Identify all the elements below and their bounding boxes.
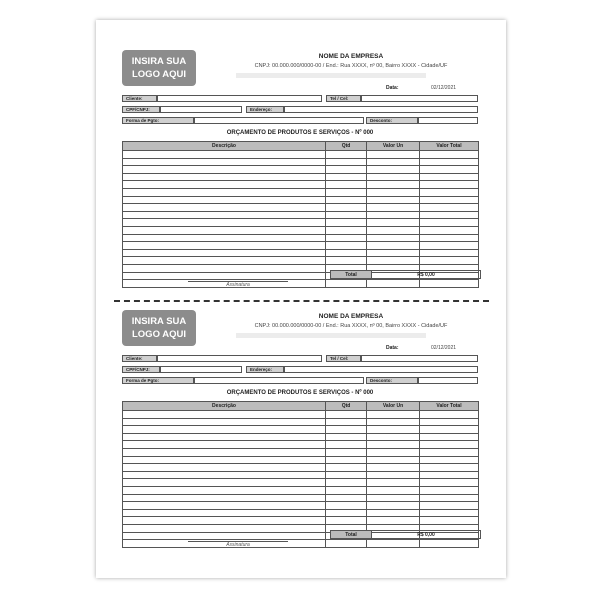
table-cell[interactable] [367,433,420,441]
table-cell[interactable] [420,502,479,510]
table-row [123,234,479,242]
table-row [123,166,479,174]
table-row [123,517,479,525]
table-cell[interactable] [367,166,420,174]
table-cell[interactable] [420,188,479,196]
table-cell[interactable] [420,158,479,166]
pagamento-label: Forma de Pgto: [122,117,194,124]
table-cell[interactable] [367,517,420,525]
table-cell[interactable] [367,456,420,464]
date-label: Data: [386,345,399,351]
table-body [123,151,479,288]
table-cell[interactable] [123,219,326,227]
table-cell[interactable] [123,257,326,265]
table-cell[interactable] [367,249,420,257]
total-label: Total [331,271,372,278]
table-cell[interactable] [367,173,420,181]
table-cell[interactable] [123,151,326,159]
table-cell[interactable] [326,211,367,219]
cliente-label: Cliente: [122,95,157,102]
table-cell[interactable] [123,196,326,204]
table-cell[interactable] [420,426,479,434]
table-row [123,448,479,456]
total-box [330,270,481,279]
table-cell[interactable] [420,173,479,181]
table-cell[interactable] [326,426,367,434]
table-cell[interactable] [123,188,326,196]
table-row [123,211,479,219]
table-cell[interactable] [367,196,420,204]
desconto-label: Desconto: [366,377,418,384]
table-cell[interactable] [123,448,326,456]
table-cell[interactable] [326,196,367,204]
table-cell[interactable] [326,242,367,250]
table-cell[interactable] [123,486,326,494]
tel-field[interactable] [361,355,478,362]
table-cell[interactable] [326,494,367,502]
company-name: NOME DA EMPRESA [318,53,384,60]
table-cell[interactable] [123,264,326,272]
table-cell[interactable] [326,226,367,234]
table-cell[interactable] [367,211,420,219]
table-cell[interactable] [123,426,326,434]
table-cell[interactable] [326,448,367,456]
table-cell[interactable] [326,249,367,257]
table-cell[interactable] [367,486,420,494]
logo-line-1: INSIRA SUA [131,56,187,67]
col-qtd: Qtd [326,142,367,151]
table-row [123,486,479,494]
table-cell[interactable] [326,158,367,166]
table-cell[interactable] [420,181,479,189]
table-cell[interactable] [123,226,326,234]
cliente-label: Cliente: [122,355,157,362]
table-cell[interactable] [123,509,326,517]
col-descricao: Descrição [123,142,326,151]
table-cell[interactable] [367,219,420,227]
table-cell[interactable] [420,211,479,219]
table-cell[interactable] [123,249,326,257]
table-cell[interactable] [420,509,479,517]
col-descricao: Descrição [123,402,326,411]
logo-line-2: LOGO AQUI [131,69,186,80]
table-cell[interactable] [420,418,479,426]
table-cell[interactable] [367,188,420,196]
logo-line-1: INSIRA SUA [131,316,187,327]
table-cell[interactable] [326,411,367,419]
table-row [123,441,479,449]
cliente-field[interactable] [157,95,322,102]
section-title: ORÇAMENTO DE PRODUTOS E SERVIÇOS - Nº 000 [226,390,374,396]
logo-placeholder [122,310,196,346]
table-cell[interactable] [367,479,420,487]
table-cell[interactable] [420,411,479,419]
table-cell[interactable] [326,151,367,159]
table-cell[interactable] [367,509,420,517]
items-table [122,401,479,548]
endereco-field[interactable] [284,366,478,373]
col-valor-total: Valor Total [420,402,479,411]
table-cell[interactable] [367,418,420,426]
table-row [123,494,479,502]
table-cell[interactable] [123,433,326,441]
table-cell[interactable] [326,219,367,227]
table-cell[interactable] [367,471,420,479]
table-row [123,242,479,250]
table-cell[interactable] [123,479,326,487]
section-title: ORÇAMENTO DE PRODUTOS E SERVIÇOS - Nº 000 [226,130,374,136]
table-cell[interactable] [420,166,479,174]
logo-placeholder [122,50,196,86]
table-cell[interactable] [123,441,326,449]
table-cell[interactable] [420,219,479,227]
table-cell[interactable] [367,426,420,434]
signature-label: Assinatura [226,282,250,288]
table-row [123,509,479,517]
tel-field[interactable] [361,95,478,102]
table-row [123,249,479,257]
table-cell[interactable] [326,517,367,525]
table-body [123,411,479,548]
table-row [123,196,479,204]
table-cell[interactable] [367,540,420,548]
blurred-line [236,333,426,338]
cliente-field[interactable] [157,355,322,362]
table-cell[interactable] [420,441,479,449]
table-cell[interactable] [420,234,479,242]
table-cell[interactable] [420,249,479,257]
table-cell[interactable] [420,151,479,159]
table-cell[interactable] [326,540,367,548]
table-cell[interactable] [420,204,479,212]
table-cell[interactable] [123,502,326,510]
table-cell[interactable] [326,188,367,196]
desconto-field[interactable] [418,377,478,384]
table-cell[interactable] [326,204,367,212]
table-cell[interactable] [326,257,367,265]
table-cell[interactable] [326,433,367,441]
table-cell[interactable] [123,173,326,181]
table-cell[interactable] [420,486,479,494]
table-row [123,158,479,166]
table-cell[interactable] [326,464,367,472]
table-cell[interactable] [420,464,479,472]
table-cell[interactable] [123,242,326,250]
budget-copy-bottom [96,280,506,550]
table-cell[interactable] [326,509,367,517]
table-cell[interactable] [420,494,479,502]
table-cell[interactable] [420,433,479,441]
table-row [123,426,479,434]
company-info: CNPJ: 00.000.000/0000-00 / End.: Rua XXXX, nº 00, Bairro XXXX - Cidade/UF [254,323,448,329]
table-cell[interactable] [123,418,326,426]
budget-copy-top [96,20,506,290]
endereco-field[interactable] [284,106,478,113]
total-box [330,530,481,539]
table-cell[interactable] [123,532,326,540]
total-label: Total [331,531,372,538]
table-row [123,151,479,159]
blurred-line [236,73,426,78]
table-cell[interactable] [367,151,420,159]
table-cell[interactable] [123,524,326,532]
date-value: 02/12/2021 [431,85,457,91]
table-cell[interactable] [123,456,326,464]
tel-label: Tel / Cel: [326,355,361,362]
table-cell[interactable] [326,486,367,494]
table-header-row [123,402,479,411]
table-row [123,502,479,510]
table-cell[interactable] [367,494,420,502]
table-cell[interactable] [367,158,420,166]
endereco-label: Endereço: [246,366,284,373]
table-cell[interactable] [420,226,479,234]
table-cell[interactable] [367,234,420,242]
table-cell[interactable] [123,158,326,166]
table-cell[interactable] [367,502,420,510]
table-cell[interactable] [367,226,420,234]
table-row [123,479,479,487]
table-row [123,411,479,419]
cpf-label: CPF/CNPJ: [122,366,160,373]
table-cell[interactable] [326,181,367,189]
table-cell[interactable] [420,479,479,487]
budget-sheet [96,20,506,578]
table-cell[interactable] [123,166,326,174]
signature-label: Assinatura [226,542,250,548]
pagamento-field[interactable] [194,117,364,124]
table-cell[interactable] [367,204,420,212]
table-cell[interactable] [367,464,420,472]
table-cell[interactable] [123,272,326,280]
table-cell[interactable] [367,181,420,189]
table-cell[interactable] [326,418,367,426]
cpf-field[interactable] [160,366,242,373]
date-value: 02/12/2021 [431,345,457,351]
table-header-row [123,142,479,151]
col-valor-un: Valor Un [367,142,420,151]
total-value: R$ 0,00 [417,532,435,538]
table-cell[interactable] [123,464,326,472]
table-cell[interactable] [123,204,326,212]
table-cell[interactable] [420,540,479,548]
pagamento-label: Forma de Pgto: [122,377,194,384]
table-cell[interactable] [326,173,367,181]
table-cell[interactable] [420,257,479,265]
table-row [123,257,479,265]
logo-line-2: LOGO AQUI [131,329,186,340]
table-row [123,433,479,441]
table-cell[interactable] [326,166,367,174]
table-cell[interactable] [123,517,326,525]
cpf-label: CPF/CNPJ: [122,106,160,113]
table-row [123,464,479,472]
table-row [123,226,479,234]
table-cell[interactable] [123,471,326,479]
table-cell[interactable] [420,196,479,204]
table-cell[interactable] [123,411,326,419]
col-valor-un: Valor Un [367,402,420,411]
table-cell[interactable] [367,441,420,449]
company-info: CNPJ: 00.000.000/0000-00 / End.: Rua XXXX, nº 00, Bairro XXXX - Cidade/UF [254,63,448,69]
table-row [123,173,479,181]
table-cell[interactable] [367,411,420,419]
table-row [123,181,479,189]
table-row [123,418,479,426]
desconto-label: Desconto: [366,117,418,124]
table-cell[interactable] [326,479,367,487]
pagamento-field[interactable] [194,377,364,384]
endereco-label: Endereço: [246,106,284,113]
table-cell[interactable] [420,456,479,464]
table-cell[interactable] [326,502,367,510]
table-cell[interactable] [326,471,367,479]
total-value: R$ 0,00 [417,272,435,278]
table-cell[interactable] [123,234,326,242]
table-cell[interactable] [420,471,479,479]
table-cell[interactable] [123,181,326,189]
date-label: Data: [386,85,399,91]
tel-label: Tel / Cel: [326,95,361,102]
table-cell[interactable] [367,257,420,265]
table-cell[interactable] [367,242,420,250]
col-qtd: Qtd [326,402,367,411]
table-row [123,219,479,227]
table-cell[interactable] [420,517,479,525]
table-row [123,204,479,212]
table-cell[interactable] [420,448,479,456]
desconto-field[interactable] [418,117,478,124]
table-cell[interactable] [367,448,420,456]
items-table [122,141,479,288]
table-cell[interactable] [326,441,367,449]
table-cell[interactable] [326,234,367,242]
table-row [123,188,479,196]
table-cell[interactable] [326,456,367,464]
cpf-field[interactable] [160,106,242,113]
table-row [123,456,479,464]
table-cell[interactable] [420,242,479,250]
table-row [123,540,479,548]
table-cell[interactable] [123,494,326,502]
table-cell[interactable] [123,211,326,219]
company-name: NOME DA EMPRESA [318,313,384,320]
table-row [123,471,479,479]
col-valor-total: Valor Total [420,142,479,151]
